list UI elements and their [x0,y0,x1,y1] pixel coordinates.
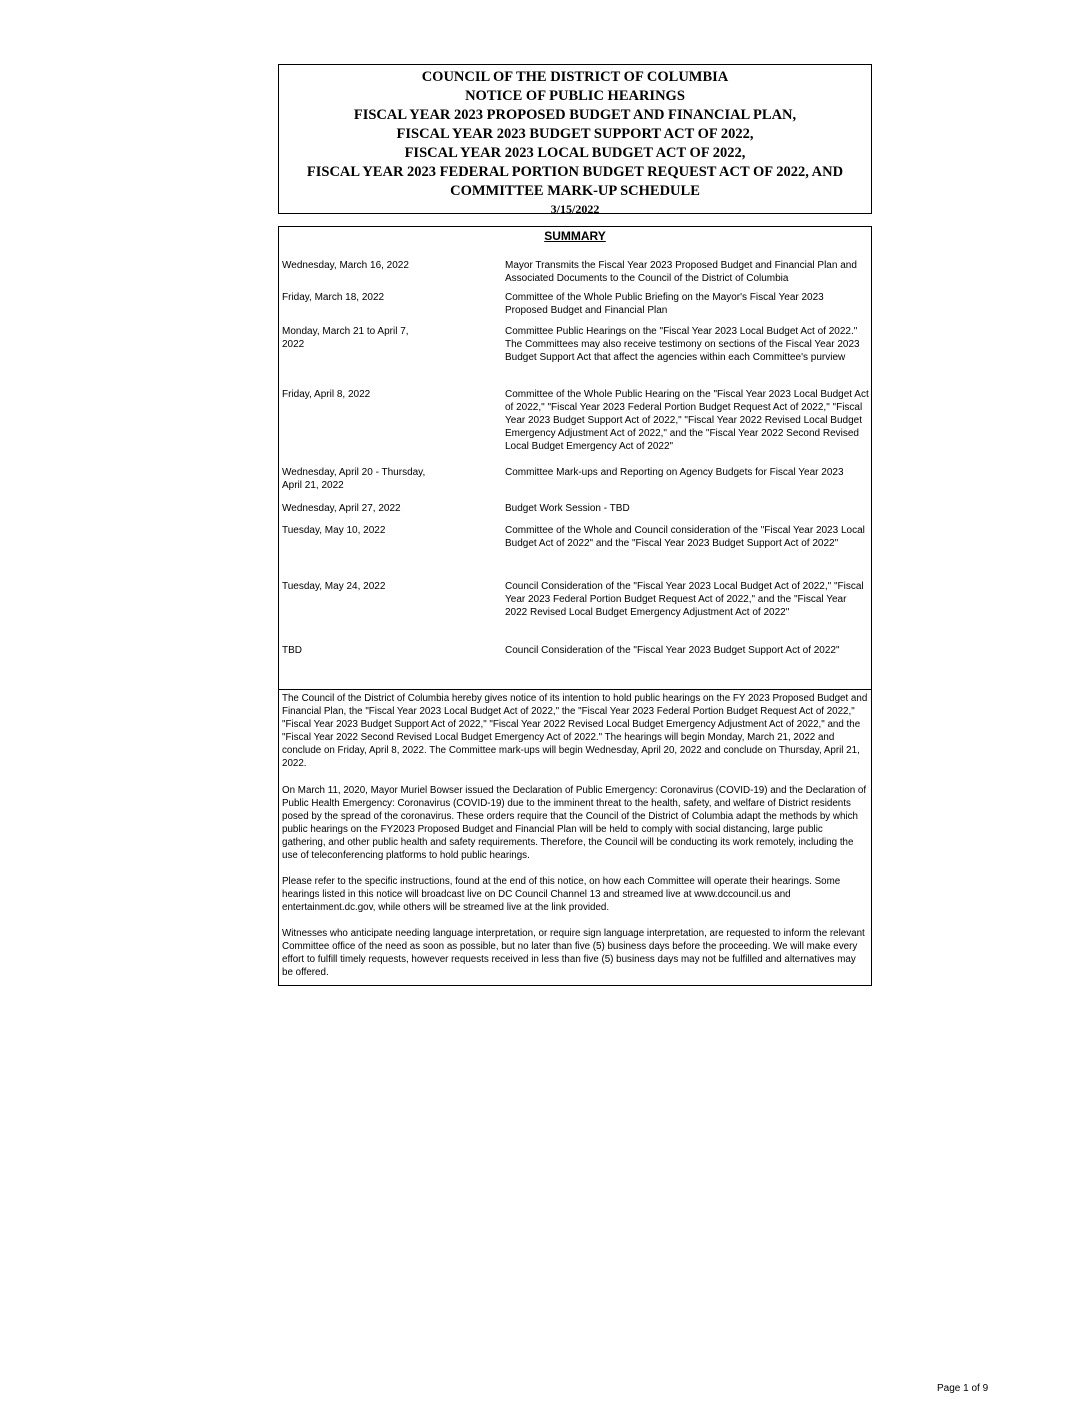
header-line: COUNCIL OF THE DISTRICT OF COLUMBIA [421,69,729,85]
schedule-description: Council Consideration of the "Fiscal Year 2023 Budget Support Act of 2022" [505,645,840,656]
schedule-date: TBD [282,645,302,656]
header-line: NOTICE OF PUBLIC HEARINGS [465,88,685,104]
section-divider [279,689,871,690]
schedule-date: Tuesday, May 24, 2022 [282,581,386,592]
schedule-description: Council Consideration of the "Fiscal Year 2023 Local Budget Act of 2022," "Fiscal Year 2023 Federal Portion Budget Request Act of 2022," and the "Fiscal Year 2022 Revised Local Budget Emergency Adjustment Act of 2022" [505,581,864,618]
schedule-date: Wednesday, April 20 - Thursday, April 21, 2022 [282,467,426,491]
schedule-description: Committee of the Whole Public Hearing on the "Fiscal Year 2023 Local Budget Act of 2022," "Fiscal Year 2023 Federal Portion Budget Request Act of 2022," "Fiscal Year 2023 Budget Support Act of 2022," "Fiscal Year 2022 Revised Local Budget Emergency Adjustment Act of 2022," and the "Fiscal Year 2022 Second Revised Local Budget Emergency Act of 2022" [505,389,869,452]
notice-paragraph: On March 11, 2020, Mayor Muriel Bowser issued the Declaration of Public Emergency: Coronavirus (COVID-19) and the Declaration of Public Health Emergency: Coronavirus (COVID-19) due to the imminent threat to the health, safety, and welfare of District residents posed by the spread of the coronavirus. These orders require that the Council of the District of Columbia adapt the methods by which public hearings on the FY2023 Proposed Budget and Financial Plan will be held to comply with social distancing, large public gathering, and other public health and safety requirements. Therefore, the Council will be conducting its work remotely, including the use of teleconferencing platforms to hold public hearings. [282,785,867,861]
header-line: FISCAL YEAR 2023 PROPOSED BUDGET AND FINANCIAL PLAN, [353,107,797,123]
notice-paragraph: Please refer to the specific instructions, found at the end of this notice, on how each Committee will operate their hearings. Some hearings listed in this notice will broadcast live on DC Council Channel 13 and streamed live at www.dccouncil.us and entertainment.dc.gov, while others will be streamed live at the link provided. [282,876,841,913]
schedule-date: Wednesday, April 27, 2022 [282,503,401,514]
schedule-description: Budget Work Session - TBD [505,503,630,514]
schedule-description: Mayor Transmits the Fiscal Year 2023 Proposed Budget and Financial Plan and Associated Documents to the Council of the District of Columbia [505,260,857,284]
summary-section [278,226,872,986]
schedule-description: Committee Public Hearings on the "Fiscal Year 2023 Local Budget Act of 2022." The Committees may also receive testimony on sections of the Fiscal Year 2023 Budget Support Act that affect the agencies within each Committee's purview [505,326,860,363]
schedule-date: Monday, March 21 to April 7, 2022 [282,326,409,350]
notice-paragraph: Witnesses who anticipate needing language interpretation, or require sign language interpretation, are requested to inform the relevant Committee office of the need as soon as possible, but no later than five (5) business days before the proceeding. We will make every effort to fulfill timely requests, however requests received in less than five (5) business days may not be fulfilled and alternatives may be offered. [282,928,865,978]
notice-date: 3/15/2022 [550,202,600,216]
header-line: FISCAL YEAR 2023 LOCAL BUDGET ACT OF 2022, [404,145,746,161]
notice-paragraph: The Council of the District of Columbia hereby gives notice of its intention to hold public hearings on the FY 2023 Proposed Budget and Financial Plan, the "Fiscal Year 2023 Local Budget Act of 2022," the "Fiscal Year 2023 Federal Portion Budget Request Act of 2022," "Fiscal Year 2023 Budget Support Act of 2022," "Fiscal Year 2022 Revised Local Budget Emergency Adjustment Act of 2022," and the "Fiscal Year 2022 Second Revised Local Budget Emergency Act of 2022." The hearings will begin Monday, March 21, 2022 and conclude on Friday, April 8, 2022. The Committee mark-ups will begin Wednesday, April 20, 2022 and conclude on Thursday, April 21, 2022. [282,693,868,769]
header-line: FISCAL YEAR 2023 BUDGET SUPPORT ACT OF 2022, [396,126,754,142]
schedule-description: Committee of the Whole and Council consideration of the "Fiscal Year 2023 Local Budget Act of 2022" and the "Fiscal Year 2023 Budget Support Act of 2022" [505,525,865,549]
header-line: FISCAL YEAR 2023 FEDERAL PORTION BUDGET REQUEST ACT OF 2022, AND [306,164,844,180]
schedule-date: Friday, March 18, 2022 [282,292,385,303]
header-line: COMMITTEE MARK-UP SCHEDULE [450,183,700,199]
schedule-description: Committee of the Whole Public Briefing on the Mayor's Fiscal Year 2023 Proposed Budget and Financial Plan [505,292,824,316]
summary-title: SUMMARY [544,229,606,243]
page-number: Page 1 of 9 [937,1383,989,1394]
schedule-description: Committee Mark-ups and Reporting on Agency Budgets for Fiscal Year 2023 [505,467,844,478]
schedule-date: Wednesday, March 16, 2022 [282,260,409,271]
schedule-date: Tuesday, May 10, 2022 [282,525,386,536]
notice-header [278,64,872,214]
schedule-date: Friday, April 8, 2022 [282,389,371,400]
